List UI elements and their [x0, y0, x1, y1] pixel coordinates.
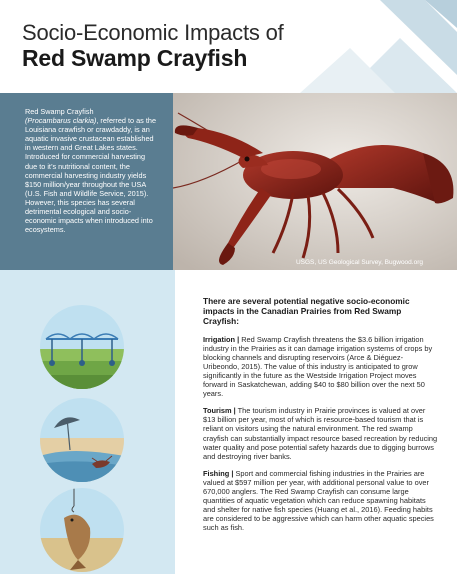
intro-species-name: Red Swamp Crayfish: [25, 107, 94, 116]
crayfish-photo: [173, 93, 457, 270]
crayfish-illustration: [173, 93, 457, 270]
intro-box: [0, 93, 173, 270]
irrigation-icon: [40, 305, 124, 389]
page-title-line2: Red Swamp Crayfish: [22, 45, 248, 71]
irrigation-label: Irrigation |: [203, 334, 240, 344]
fishing-paragraph: [203, 469, 439, 533]
photo-credit: USGS, US Geological Survey, Bugwood.org: [295, 259, 423, 266]
beach-umbrella-icon: [40, 398, 124, 482]
illustration-panel: [0, 270, 175, 574]
intro-paragraph: [25, 107, 159, 234]
intro-text: , referred to as the Louisiana crawfish or crawdaddy, is an aquatic invasive crustacean established in western and Great Lakes states. Introduced for commercial harvesting due to it’s nutritional content, the commercial harvesting industry yields $150 million/year throughout the USA (U.S. Fish and Wildlife Service, 2015). However, this species has several detrimental ecological and socio-economic impacts when introduced into ecosystems.: [25, 116, 156, 235]
page-title-line1: Socio-Economic Impacts of: [22, 20, 284, 45]
intro-scientific-name: (Procambarus clarkia): [25, 116, 97, 126]
impacts-section: [203, 296, 439, 540]
fish-icon: [40, 488, 124, 572]
fishing-text: Sport and commercial fishing industries in the Prairies are valued at $597 million per year, with additional personal value to over 670,000 anglers. The Red Swamp Crayfish can consume large quantities of aquatic vegetation which can reduce spawning habitats and shelter for native fish species (Huang et al., 2016). Feeding habits are considered to be aggressive which can harm other aquatic species such as fish.: [203, 468, 434, 533]
impacts-heading: There are several potential negative socio-economic impacts in the Canadian Prairies from Red Swamp Crayfish:: [203, 296, 410, 327]
tourism-paragraph: [203, 406, 439, 461]
tourism-label: Tourism |: [203, 406, 236, 416]
irrigation-text: Red Swamp Crayfish threatens the $3.6 billion irrigation industry in the Prairies as it can damage irrigation systems of crops by blocking channels and disrupting reservoirs (Arce & Diéguez-Uribeondo, 2015). The value of this industry is anticipated to grow significantly in the future as the Westside Irrigation Project moves forward in Saskatchewan, adding $40 to $80 billion over the next 50 years.: [203, 334, 433, 399]
irrigation-paragraph: [203, 335, 439, 399]
fishing-label: Fishing |: [203, 468, 234, 478]
header: [0, 0, 457, 93]
tourism-text: The tourism industry in Prairie provinces is valued at over $13 billion per year, most of which is resource-based tourism that is reliant on visitors using the natural environment. The red swamp crayfish can substantially impact resource based recreation by reducing water quality and pose potential safety hazards due to digging burrows and destroying river banks.: [203, 406, 438, 461]
